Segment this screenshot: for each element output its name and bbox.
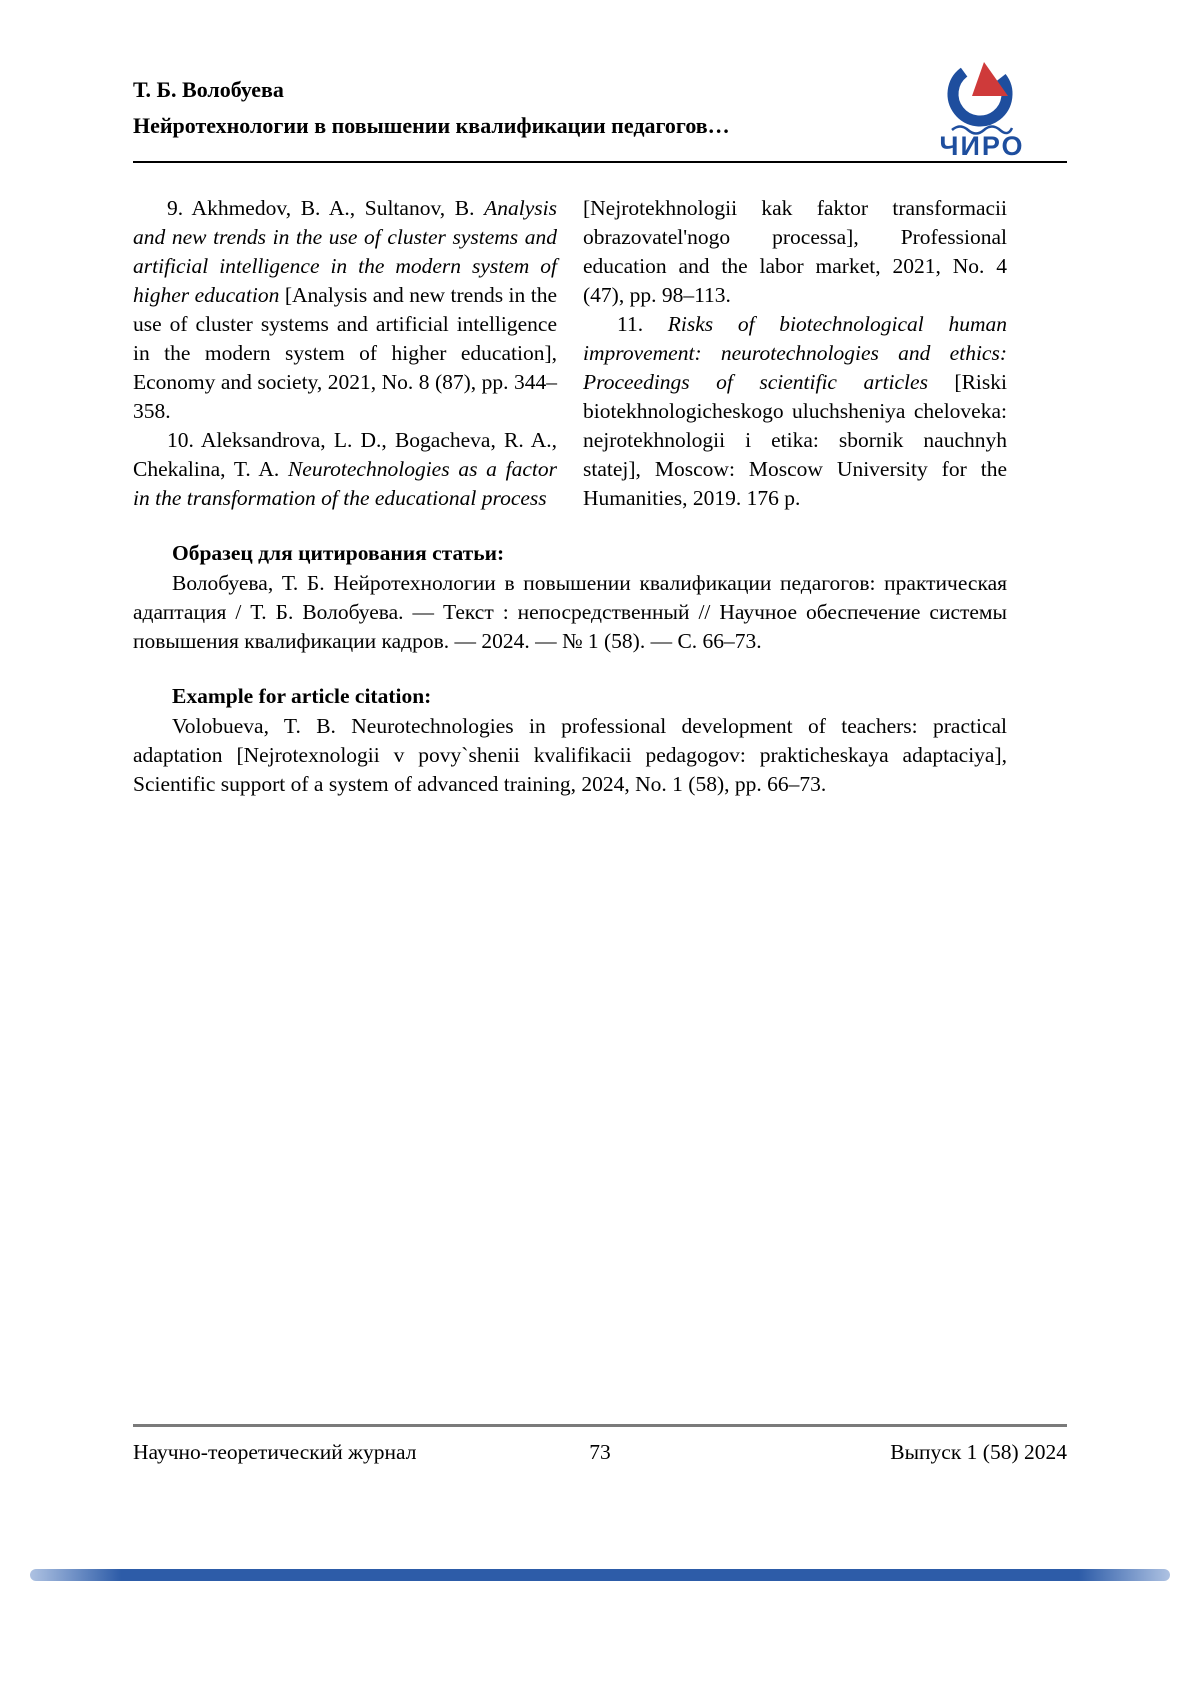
reference-item-11 bbox=[583, 310, 1007, 513]
page-footer bbox=[133, 1440, 1067, 1465]
citation-ru-text: Волобуева, Т. Б. Нейротехнологии в повышении квалификации педагогов: практическая адаптация / Т. Б. Волобуева. — Текст : непосредственный // Научное обеспечение системы повышения квалификации кадров. — 2024. — № 1 (58). — С. 66–73. bbox=[133, 571, 1007, 653]
reference-number: 11. bbox=[617, 312, 668, 336]
header-divider bbox=[133, 161, 1067, 163]
header-article-title: Нейротехнологии в повышении квалификации педагогов… bbox=[133, 112, 730, 138]
references-column-right bbox=[583, 194, 1007, 513]
journal-logo bbox=[922, 56, 1042, 165]
logo-emblem-icon bbox=[922, 56, 1042, 160]
footer-journal-type: Научно-теоретический журнал bbox=[133, 1440, 417, 1464]
header-author: Т. Б. Волобуева bbox=[133, 77, 284, 102]
logo-wordmark: ЧИРО bbox=[939, 131, 1025, 160]
reference-source: [Analysis and new trends in the use of cluster systems and artificial intelligence in the modern system of higher education], Economy and society, 2021, No. 8 (87), pp. 344–358. bbox=[133, 283, 557, 423]
bottom-blue-bar bbox=[30, 1569, 1170, 1581]
reference-source: [Nejrotekhnologii kak faktor transformacii obrazovatel'nogo processa], Professional education and the labor market, 2021, No. 4 (47), pp. 98–113. bbox=[583, 196, 1007, 307]
reference-authors: 10. Aleksandrova, L. D., Bogacheva, R. A., Chekalina, T. A. bbox=[133, 428, 557, 481]
page-header bbox=[133, 76, 903, 139]
references-columns bbox=[133, 194, 1007, 513]
reference-source: [Riski biotekhnologicheskogo uluchsheniya cheloveka: nejrotekhnologii i etika: sbornik nauchnyh statej], Moscow: Moscow University for the Humanities, 2019. 176 p. bbox=[583, 370, 1007, 510]
citation-ru-heading: Образец для цитирования статьи: bbox=[172, 541, 505, 565]
citation-en-text: Volobueva, T. B. Neurotechnologies in professional development of teachers: practical adaptation [Nejrotexnologii v povy`shenii kvalifikacii pedagogov: prakticheskaya adaptaciya], Scientific support of a system of advanced training, 2024, No. 1 (58), pp. 66–73. bbox=[133, 714, 1007, 796]
page-body bbox=[133, 194, 1007, 799]
reference-title: Analysis and new trends in the use of cluster systems and artificial intelligence in the modern system of higher education bbox=[133, 196, 557, 307]
reference-item-10 bbox=[133, 426, 557, 513]
citation-en-heading: Example for article citation: bbox=[172, 684, 432, 708]
references-column-left bbox=[133, 194, 557, 513]
page-number: 73 bbox=[589, 1440, 611, 1464]
reference-item-9 bbox=[133, 194, 557, 426]
reference-title: Risks of biotechnological human improvement: neurotechnologies and ethics: Proceedings of scientific articles bbox=[583, 312, 1007, 394]
footer-issue: Выпуск 1 (58) 2024 bbox=[890, 1440, 1067, 1464]
reference-item-10-continued bbox=[583, 194, 1007, 310]
footer-divider bbox=[133, 1424, 1067, 1427]
reference-title: Neurotechnologies as a factor in the transformation of the educational process bbox=[133, 457, 557, 510]
reference-authors: 9. Akhmedov, B. A., Sultanov, B. bbox=[167, 196, 485, 220]
